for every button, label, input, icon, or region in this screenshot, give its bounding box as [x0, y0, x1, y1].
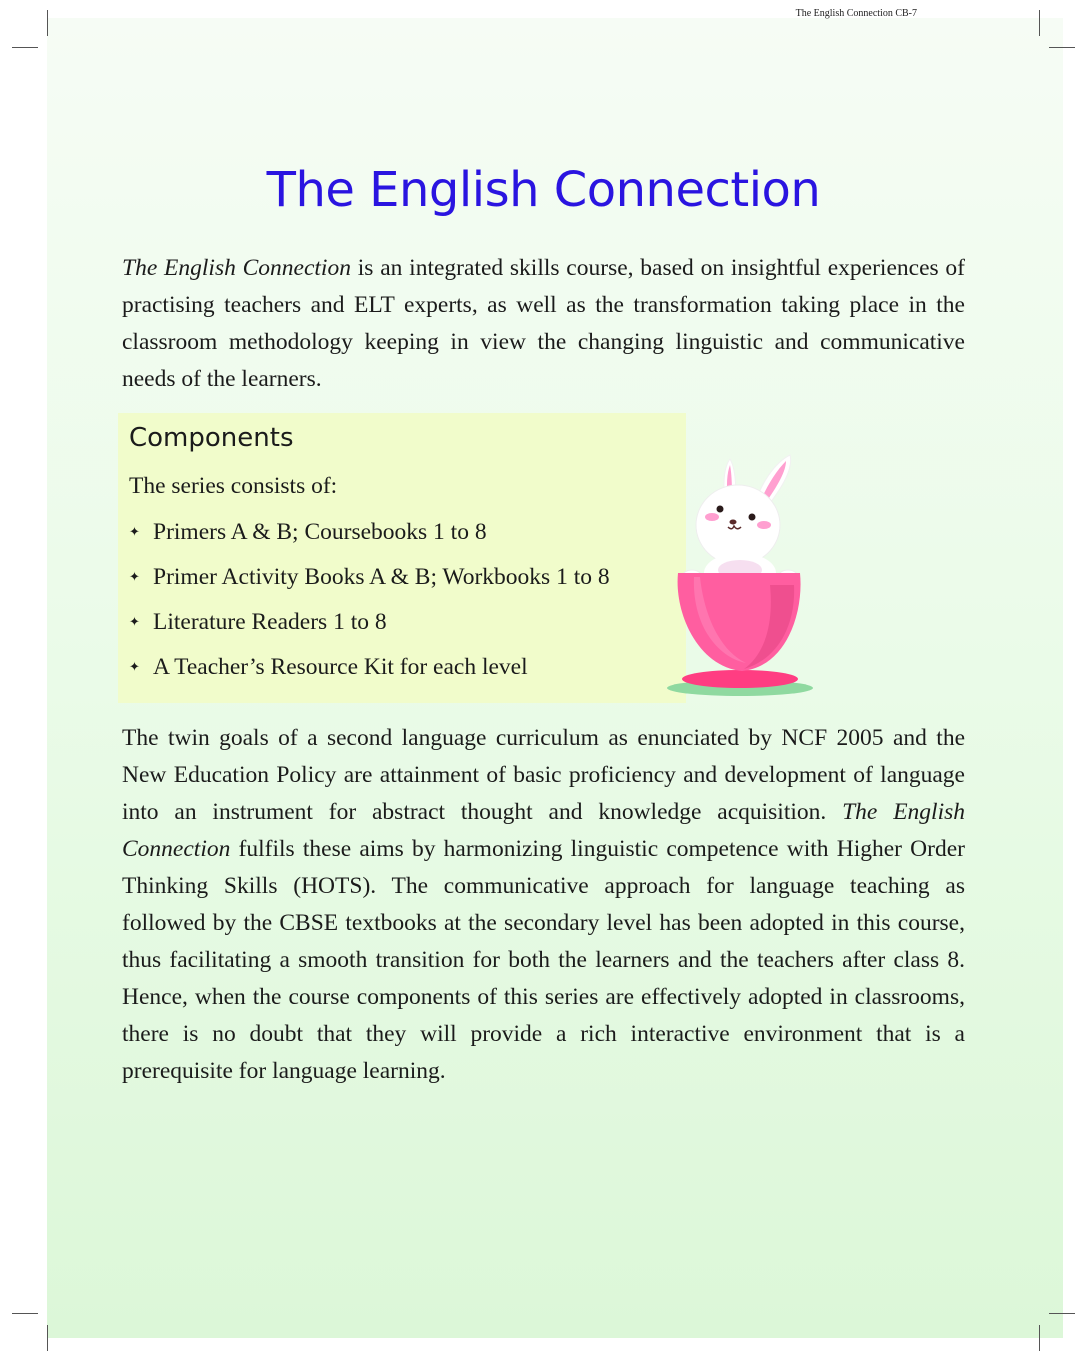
- egg-stand: [682, 670, 798, 688]
- crop-mark: [1049, 47, 1075, 48]
- crop-mark: [12, 47, 38, 48]
- bunny-cheek-left: [705, 513, 719, 521]
- list-item: [129, 651, 610, 696]
- crop-mark: [47, 10, 48, 36]
- list-item: [129, 561, 610, 606]
- intro-paragraph: [122, 250, 965, 398]
- bunny-nose: [730, 520, 737, 525]
- crop-mark: [1049, 1313, 1075, 1314]
- list-item-text: Literature Readers 1 to 8: [153, 609, 387, 635]
- crop-mark: [1039, 10, 1040, 36]
- series-name-italic: The English Connection: [122, 255, 351, 281]
- page-title: The English Connection: [266, 162, 821, 218]
- components-intro: The series consists of:: [129, 473, 338, 499]
- bullet-icon: ✦: [129, 569, 140, 584]
- body-paragraph: [122, 720, 965, 1090]
- running-head: The English Connection CB-7: [795, 8, 917, 19]
- list-item-text: Primer Activity Books A & B; Workbooks 1 to 8: [153, 564, 610, 590]
- bunny-eye-left: [717, 506, 724, 513]
- components-heading: Components: [129, 423, 294, 453]
- crop-mark: [12, 1313, 38, 1314]
- list-item-text: A Teacher’s Resource Kit for each level: [153, 654, 528, 680]
- components-box: [118, 413, 686, 703]
- components-list: [129, 516, 610, 696]
- bunny-cheek-right: [757, 521, 771, 529]
- bunny-in-egg-illustration: [660, 445, 820, 700]
- crop-mark: [1039, 1325, 1040, 1351]
- bullet-icon: ✦: [129, 614, 140, 629]
- bullet-icon: ✦: [129, 659, 140, 674]
- body-text-part1: The twin goals of a second language curriculum as enunciated by NCF 2005 and the New Education Policy are attainment of basic proficiency and development of language into an instrument for abstract thought and knowledge acquisition.: [122, 725, 965, 825]
- body-text-part2: fulfils these aims by harmonizing linguistic competence with Higher Order Thinking Skills (HOTS). The communicative approach for language teaching as followed by the CBSE textbooks at the secondary level has been adopted in this course, thus facilitating a smooth transition for both the learners and the teachers after class 8. Hence, when the course components of this series are effectively adopted in classrooms, there is no doubt that they will provide a rich interactive environment that is a prerequisite for language learning.: [122, 836, 965, 1084]
- bullet-icon: ✦: [129, 524, 140, 539]
- crop-mark: [47, 1325, 48, 1351]
- list-item-text: Primers A & B; Coursebooks 1 to 8: [153, 519, 487, 545]
- intro-text: is an integrated skills course, based on insightful experiences of practising teachers and ELT experts, as well as the transformation taking place in the classroom methodology keeping in view the changing linguistic and communicative needs of the learners.: [122, 255, 965, 392]
- bunny-eye-right: [749, 514, 756, 521]
- series-name-italic: The English Connection: [122, 799, 966, 862]
- list-item: [129, 606, 610, 651]
- list-item: [129, 516, 610, 561]
